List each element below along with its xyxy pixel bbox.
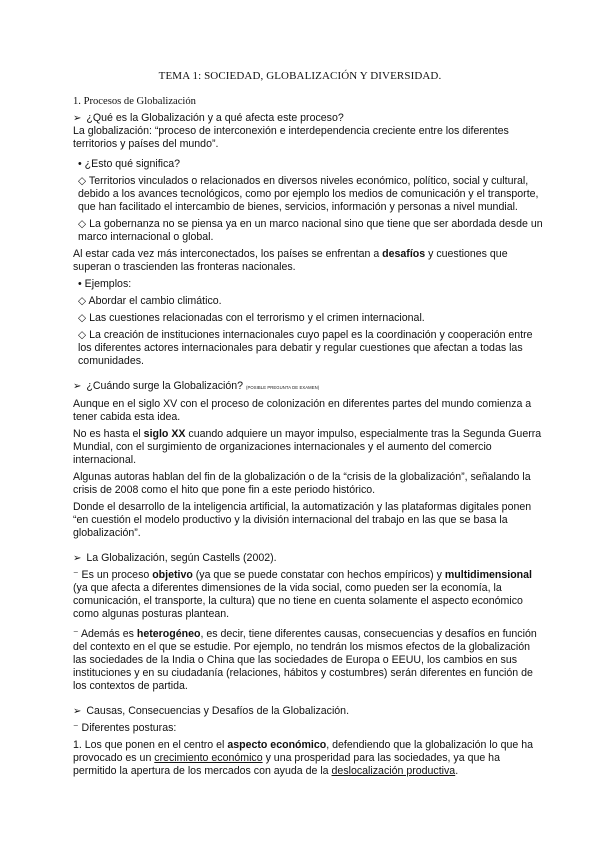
bullet-dot-icon: • bbox=[78, 278, 82, 290]
diamond-bullet-icon: ◇ bbox=[78, 175, 87, 187]
causes-heading: ➢ Causas, Consecuencias y Desafíos de la Globalización. bbox=[73, 705, 350, 717]
meaning-heading: • ¿Esto qué significa? bbox=[78, 158, 181, 170]
exam-note: (POSIBLE PREGUNTA DE EXAMEN) bbox=[246, 385, 320, 390]
paragraph: ⁻ Es un proceso objetivo (ya que se puede constatar con hechos empíricos) y multidimensional (ya que afecta a diferentes dimensiones de la vida social, como pueden ser la economía, la comunicación, el transporte, la cultura) que no tiene en cuenta solamente el aspecto económico como algunas posturas plantean. bbox=[73, 569, 532, 620]
document-title: TEMA 1: SOCIEDAD, GLOBALIZACIÓN Y DIVERSIDAD. bbox=[158, 70, 442, 82]
dash-icon: ⁻ bbox=[73, 569, 79, 581]
posture-item: 1. Los que ponen en el centro el aspecto económico, defendiendo que la globalización lo que ha provocado es un crecimiento económico y una prosperidad para las sociedades, ya que ha permitido la apertura de los mercados con ayuda de la deslocalización productiva. bbox=[73, 739, 533, 777]
meaning-item: ◇ Territorios vinculados o relacionados en diversos niveles económico, político, social y cultural, debido a los avances tecnológicos, como por ejemplo los medios de comunicación y el transporte, que han facilitado el intercambio de bienes, servicios, información y personas a nivel mundial. bbox=[78, 175, 539, 213]
question-what-is: ➢ ¿Qué es la Globalización y a qué afecta este proceso? bbox=[73, 112, 344, 124]
paragraph: No es hasta el siglo XX cuando adquiere un mayor impulso, especialmente tras la Segunda Guerra Mundial, con el surgimiento de organizaciones internacionales y el aumento del comercio internacional. bbox=[73, 428, 542, 466]
paragraph: Algunas autoras hablan del fin de la globalización o de la “crisis de la globalización”, señalando la crisis de 2008 como el hito que pone fin a este periodo histórico. bbox=[73, 471, 531, 496]
arrow-bullet-icon: ➢ bbox=[73, 381, 82, 392]
arrow-bullet-icon: ➢ bbox=[73, 706, 82, 717]
arrow-bullet-icon: ➢ bbox=[73, 553, 82, 564]
meaning-item: ◇ La gobernanza no se piensa ya en un marco nacional sino que tiene que ser abordada desde un marco internacional o global. bbox=[78, 218, 543, 243]
paragraph: Aunque en el siglo XV con el proceso de colonización en diferentes partes del mundo comienza a tener cabida esta idea. bbox=[73, 398, 532, 423]
arrow-bullet-icon: ➢ bbox=[73, 113, 82, 124]
dash-icon: ⁻ bbox=[73, 628, 79, 640]
diamond-bullet-icon: ◇ bbox=[78, 295, 87, 307]
diamond-bullet-icon: ◇ bbox=[78, 312, 87, 324]
postures-label: ⁻ Diferentes posturas: bbox=[73, 722, 177, 734]
section-heading: 1. Procesos de Globalización bbox=[73, 96, 196, 107]
diamond-bullet-icon: ◇ bbox=[78, 218, 87, 230]
example-item: ◇ La creación de instituciones internacionales cuyo papel es la coordinación y cooperación entre los diferentes actores internacionales para debatir y regular cuestiones que afectan a todas las comunidades. bbox=[78, 329, 533, 367]
question-when: ➢ ¿Cuándo surge la Globalización? (POSIBLE PREGUNTA DE EXAMEN) bbox=[73, 380, 320, 392]
examples-heading: • Ejemplos: bbox=[78, 278, 132, 290]
paragraph: ⁻ Además es heterogéneo, es decir, tiene diferentes causas, consecuencias y desafíos en función del contexto en el que se estudie. Por ejemplo, no tendrán los mismos efectos de la globalización las sociedades de la India o China que las sociedades de Europa o EEUU, los cambios en sus instituciones y en su ciudadanía (relaciones, hábitos y costumbres) serán diferentes en función de los contextos de partida. bbox=[73, 628, 537, 692]
challenges-paragraph: Al estar cada vez más interconectados, los países se enfrentan a desafíos y cuestiones que superan o trascienden las fronteras nacionales. bbox=[73, 248, 508, 273]
paragraph: Donde el desarrollo de la inteligencia artificial, la automatización y las plataformas digitales ponen “en cuestión el modelo productivo y la división internacional del trabajo en las que se basa la globalización”. bbox=[73, 501, 532, 539]
document-body bbox=[73, 95, 543, 778]
example-item: ◇ Las cuestiones relacionadas con el terrorismo y el crimen internacional. bbox=[78, 312, 425, 324]
bullet-dot-icon: • bbox=[78, 158, 82, 170]
definition-paragraph: La globalización: “proceso de interconexión e interdependencia creciente entre los diferentes territorios y países del mundo”. bbox=[73, 125, 509, 150]
dash-icon: ⁻ bbox=[73, 722, 79, 734]
diamond-bullet-icon: ◇ bbox=[78, 329, 87, 341]
example-item: ◇ Abordar el cambio climático. bbox=[78, 295, 222, 307]
castells-heading: ➢ La Globalización, según Castells (2002). bbox=[73, 552, 277, 564]
